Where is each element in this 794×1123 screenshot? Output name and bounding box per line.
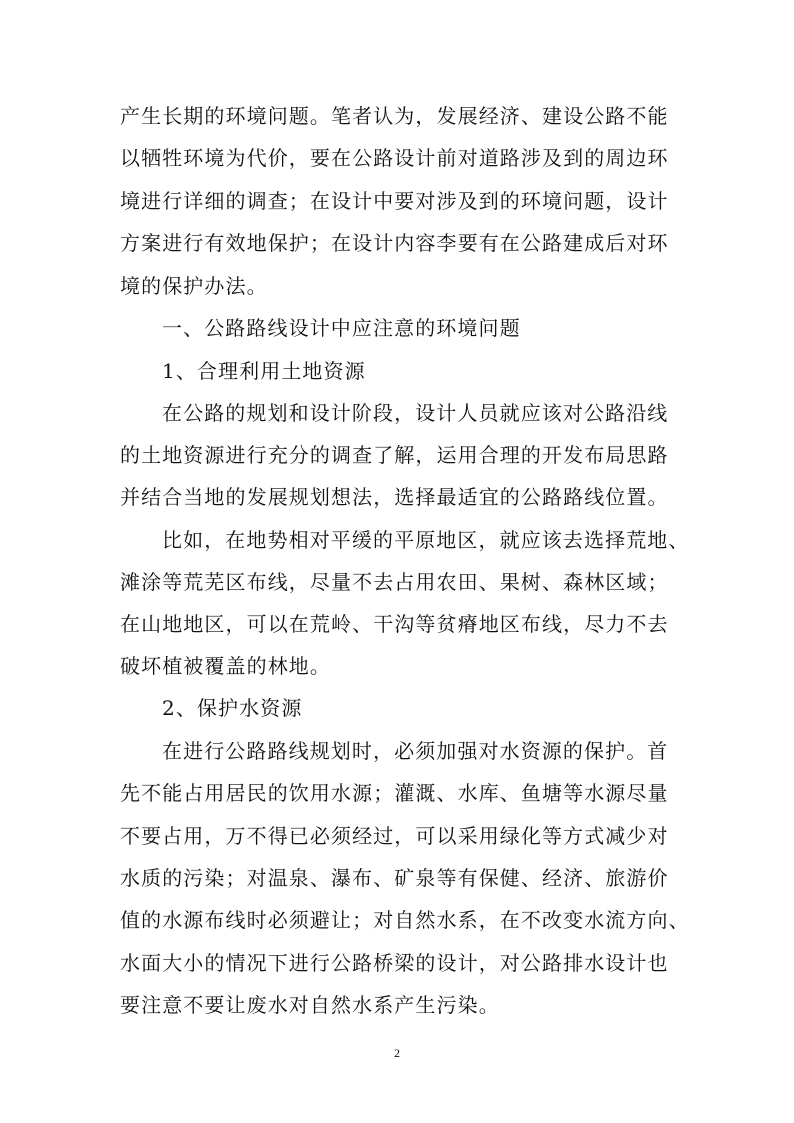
- body-text-line: 产生长期的环境问题。笔者认为，发展经济、建设公路不能: [120, 104, 669, 128]
- subsection-heading-water: 2、保护水资源: [162, 696, 303, 720]
- body-text-line: 在公路的规划和设计阶段，设计人员就应该对公路沿线: [162, 401, 669, 425]
- body-text-line: 以牺牲环境为代价，要在公路设计前对道路涉及到的周边环: [120, 146, 669, 170]
- body-text-line: 水面大小的情况下进行公路桥梁的设计，对公路排水设计也: [120, 951, 669, 975]
- body-text-line: 不要占用，万不得已必须经过，可以采用绿化等方式减少对: [120, 824, 669, 848]
- body-text-line: 境进行详细的调查；在设计中要对涉及到的环境问题，设计: [120, 189, 669, 213]
- subsection-heading-land: 1、合理利用土地资源: [162, 359, 366, 383]
- body-text-line: 境的保护办法。: [120, 274, 268, 298]
- body-text-line: 先不能占用居民的饮用水源；灌溉、水库、鱼塘等水源尽量: [120, 781, 669, 805]
- body-text-line: 在进行公路路线规划时，必须加强对水资源的保护。首: [162, 739, 669, 763]
- body-text-line: 破坏植被覆盖的林地。: [120, 654, 331, 678]
- body-text-line: 水质的污染；对温泉、瀑布、矿泉等有保健、经济、旅游价: [120, 866, 669, 890]
- body-text-line: 的土地资源进行充分的调查了解，运用合理的开发布局思路: [120, 443, 669, 467]
- body-text-line: 在山地地区，可以在荒岭、干沟等贫瘠地区布线，尽力不去: [120, 612, 669, 636]
- body-text-line: 方案进行有效地保护；在设计内容李要有在公路建成后对环: [120, 231, 669, 255]
- page-number: 2: [394, 1046, 400, 1060]
- body-text-line: 并结合当地的发展规划想法，选择最适宜的公路路线位置。: [120, 485, 669, 509]
- section-heading: 一、公路路线设计中应注意的环境问题: [162, 316, 521, 340]
- body-text-line: 比如，在地势相对平缓的平原地区，就应该去选择荒地、: [162, 528, 690, 552]
- body-text-line: 值的水源布线时必须避让；对自然水系，在不改变水流方向、: [120, 908, 690, 932]
- body-text-line: 滩涂等荒芜区布线，尽量不去占用农田、果树、森林区域；: [120, 570, 669, 594]
- body-text-line: 要注意不要让废水对自然水系产生污染。: [120, 993, 500, 1017]
